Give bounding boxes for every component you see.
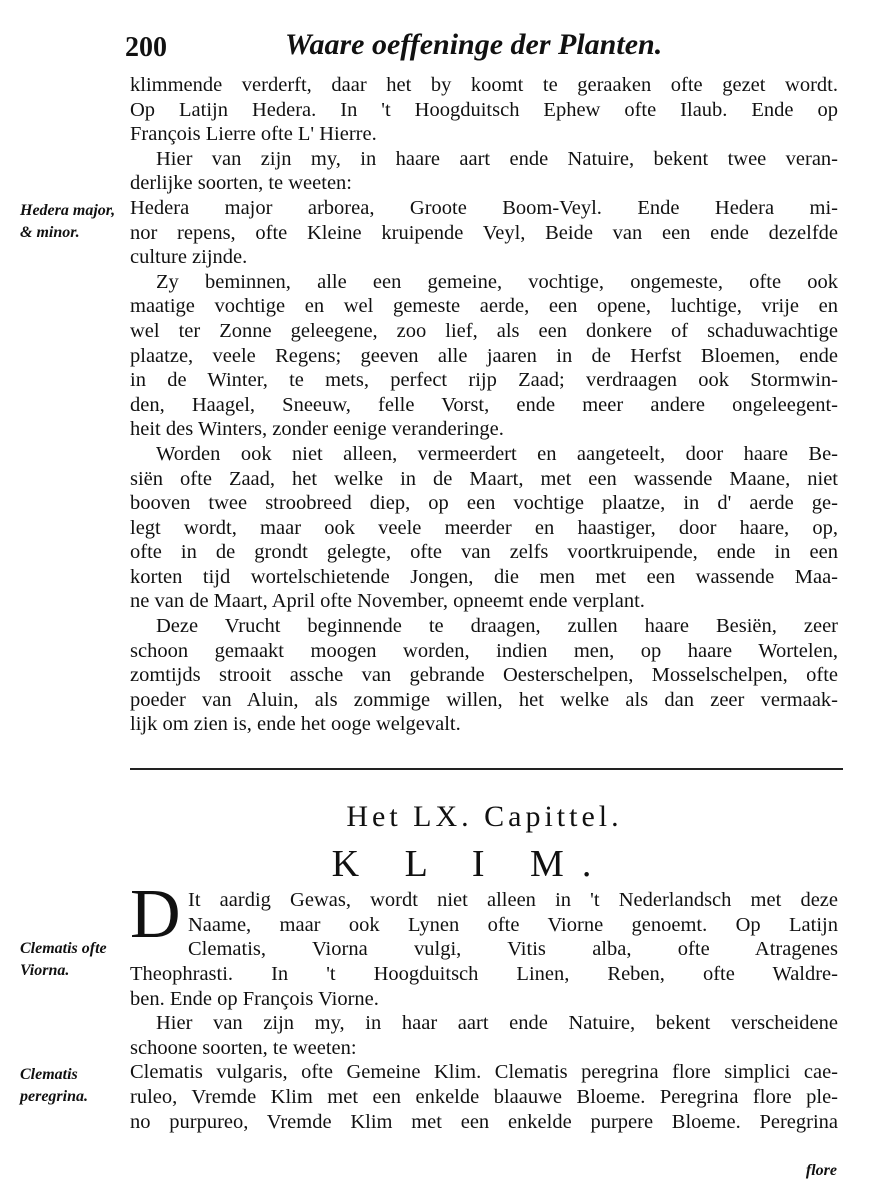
margin-note-peregrina: Clematis peregrina. xyxy=(20,1066,88,1105)
text-line: siën ofte Zaad, het welke in de Maart, met een wassende Maane, niet xyxy=(130,467,838,490)
text-line: schoon gemaakt moogen worden, indien men, op haare Wortelen, xyxy=(130,639,838,662)
text-line: zomtijds strooit assche van gebrande Oesterschelpen, Mosselschelpen, ofte xyxy=(130,664,838,687)
text-line: schoone soorten, te weeten: xyxy=(130,1036,357,1059)
text-line: klimmende verderft, daar het by koomt te geraaken ofte gezet wordt. xyxy=(130,74,838,96)
text-line: Hier van zijn my, in haare aart ende Natuire, bekent twee veran- xyxy=(156,147,838,170)
text-line: Hedera major arborea, Groote Boom-Veyl. Ende Hedera mi- xyxy=(130,196,838,219)
page-number: 200 xyxy=(125,32,167,63)
margin-note-hedera: Hedera major, & minor. xyxy=(20,202,116,241)
section-divider xyxy=(130,768,843,770)
lower-text-block-a xyxy=(188,888,838,962)
text-line: booven twee stroobreed diep, op een vochtige plaatze, in d' aerde ge- xyxy=(130,492,838,515)
text-line: maatige vochtige en wel gemeste aerde, een opene, luchtige, vrije en xyxy=(130,295,838,318)
text-line: poeder van Aluin, als zommige willen, het welke als dan zeer vermaak- xyxy=(130,688,838,711)
text-line: Clematis, Viorna vulgi, Vitis alba, ofte Atragenes xyxy=(188,938,838,961)
text-line: no purpureo, Vremde Klim met een enkelde purpere Bloeme. Peregrina xyxy=(130,1110,838,1133)
text-line: lijk om zien is, ende het ooge welgevalt. xyxy=(130,713,461,736)
text-line: Worden ook niet alleen, vermeerdert en aangeteelt, door haare Be- xyxy=(156,442,838,465)
text-line: Deze Vrucht beginnende te draagen, zullen haare Besiën, zeer xyxy=(156,615,838,638)
catchword: flore xyxy=(805,1162,837,1179)
text-line: Op Latijn Hedera. In 't Hoogduitsch Ephew ofte Ilaub. Ende op xyxy=(130,98,838,121)
text-line: nor repens, ofte Kleine kruipende Veyl, Beide van een ende dezelfde xyxy=(130,221,838,244)
text-line: in de Winter, te mets, perfect rijp Zaad; verdraagen ook Stormwin- xyxy=(130,369,838,392)
text-line: It aardig Gewas, wordt niet alleen in 't Nederlandsch met deze xyxy=(188,889,838,911)
drop-capital: D xyxy=(130,876,181,953)
text-line: plaatze, veele Regens; geeven alle jaaren in de Herfst Bloemen, ende xyxy=(130,344,838,367)
text-line: korten tijd wortelschietende Jongen, die men met een wassende Maa- xyxy=(130,565,838,588)
running-header xyxy=(125,28,825,68)
text-line: François Lierre ofte L' Hierre. xyxy=(130,123,377,146)
text-line: Naame, maar ook Lynen ofte Viorne genoemt. Op Latijn xyxy=(188,913,838,936)
text-line: legt wordt, maar ook veele meerder en haastiger, door haare, op, xyxy=(130,516,838,539)
text-line: ne van de Maart, April ofte November, opneemt ende verplant. xyxy=(130,590,645,613)
text-line: den, Haagel, Sneeuw, felle Vorst, ende meer andere ongeleegent- xyxy=(130,393,838,416)
text-line: ruleo, Vremde Klim met een enkelde blaauwe Bloeme. Peregrina flore ple- xyxy=(130,1085,838,1108)
text-line: Zy beminnen, alle een gemeine, vochtige, ongemeste, ofte ook xyxy=(156,270,838,293)
text-line: wel ter Zonne geleegene, zoo lief, als een donkere of schaduwachtige xyxy=(130,319,838,342)
lower-text-block-b xyxy=(130,962,838,1134)
text-line: Hier van zijn my, in haar aart ende Natuire, bekent verscheidene xyxy=(156,1012,838,1035)
text-line: culture zijnde. xyxy=(130,246,248,269)
chapter-heading: Het LX. Capittel. xyxy=(346,800,623,833)
running-title: Waare oeffeninge der Planten. xyxy=(285,28,663,61)
text-line: ofte in de grondt gelegte, ofte van zelfs voortkruipende, ende in een xyxy=(130,541,838,564)
text-line: ben. Ende op François Viorne. xyxy=(130,987,379,1010)
text-line: Clematis vulgaris, ofte Gemeine Klim. Clematis peregrina flore simplici cae- xyxy=(130,1061,838,1084)
upper-text-block xyxy=(130,73,838,737)
margin-note-clematis: Clematis ofte Viorna. xyxy=(20,940,107,979)
text-line: derlijke soorten, te weeten: xyxy=(130,172,352,195)
text-line: heit des Winters, zonder eenige veranderinge. xyxy=(130,418,504,441)
chapter-name: K L I M. xyxy=(331,843,610,885)
text-line: Theophrasti. In 't Hoogduitsch Linen, Reben, ofte Waldre- xyxy=(130,963,838,985)
